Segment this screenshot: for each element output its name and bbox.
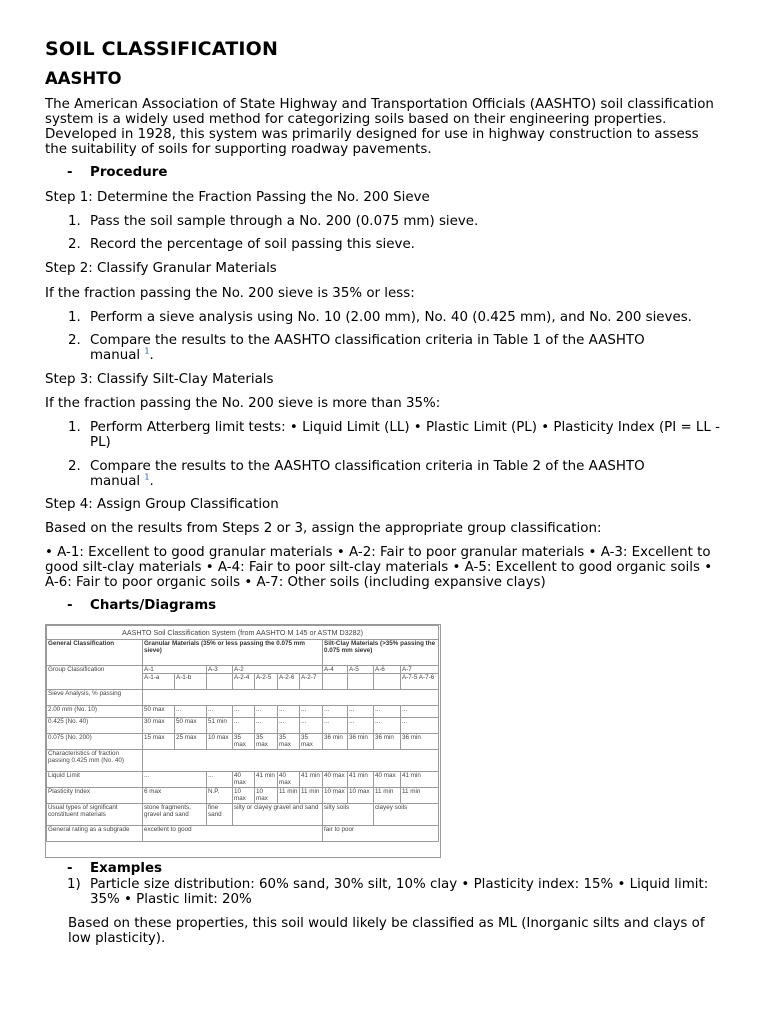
step-3-heading: Step 3: Classify Silt-Clay Materials [45,372,274,387]
table-cell: 0.075 (No. 200) [47,734,143,750]
table-cell: excellent to good [143,826,323,842]
table-cell: fine sand [207,804,233,826]
table-cell: Plasticity Index [47,788,143,804]
table-cell: silty or clayey gravel and sand [233,804,323,826]
procedure-heading: Procedure [90,165,168,180]
step-2-item-2-text: Compare the results to the AASHTO classification criteria in Table 1 of the AASHTO manual [90,333,645,363]
step-1-heading: Step 1: Determine the Fraction Passing the No. 200 Sieve [45,190,430,205]
table-cell [143,690,439,706]
table-cell: 6 max [143,788,207,804]
table-cell: 36 min [348,734,374,750]
table-cell: ... [323,706,348,718]
table-cell: 36 min [401,734,439,750]
table-cell: ... [374,718,401,734]
table-cell: 36 min [323,734,348,750]
table-cell: ... [348,718,374,734]
table-cell: 36 min [374,734,401,750]
table-cell: ... [175,706,207,718]
table-cell: 35 max [255,734,278,750]
list-number: 1) [67,877,81,892]
table-cell: Granular Materials (35% or less passing the 0.075 mm sieve) [143,640,323,666]
table-cell: ... [348,706,374,718]
list-number: 2. [68,333,81,348]
table-cell: 2.00 mm (No. 10) [47,706,143,718]
step-4-heading: Step 4: Assign Group Classification [45,497,279,512]
table-cell: A-3 [207,666,233,674]
table-cell: Group Classification [47,666,143,690]
table-cell: 51 min [207,718,233,734]
table-cell: A-1-a [143,674,175,690]
table-cell: clayey soils [374,804,439,826]
table-cell: 41 min [300,772,323,788]
table-cell: A-1 [143,666,207,674]
table-cell: 15 max [143,734,175,750]
list-number: 1. [68,310,81,325]
example-1: Particle size distribution: 60% sand, 30% silt, 10% clay • Plasticity index: 15% • Liquid limit: 35% • Plastic limit: 20% [90,877,709,907]
table-cell [374,674,401,690]
step-2-condition: If the fraction passing the No. 200 sieve is 35% or less: [45,286,415,301]
list-number: 1. [68,420,81,435]
table-row [47,706,439,718]
table-cell: N.P. [207,788,233,804]
table-cell: 10 max [207,734,233,750]
table-cell: ... [207,772,233,788]
footnote-ref-link[interactable]: 1 [144,346,150,356]
table-cell: 11 min [374,788,401,804]
table-cell: 41 min [255,772,278,788]
table-cell: ... [233,706,255,718]
table-cell: A-7 [401,666,439,674]
table-caption: AASHTO Soil Classification System (from AASHTO M 145 or ASTM D3282) [47,626,439,640]
table-cell: A-7-5 A-7-6 [401,674,439,690]
table-cell: General rating as a subgrade [47,826,143,842]
step-3-condition: If the fraction passing the No. 200 sieve is more than 35%: [45,396,441,411]
table-cell: 41 min [401,772,439,788]
table-cell: ... [401,706,439,718]
table-row [47,734,439,750]
table-cell: 25 max [175,734,207,750]
step-3-item-2: Compare the results to the AASHTO classification criteria in Table 2 of the AASHTO manual $^1$. [90,459,645,489]
table-cell: ... [323,718,348,734]
table-cell: 35 max [278,734,300,750]
table-cell: Silt-Clay Materials (>35% passing the 0.075 mm sieve) [323,640,439,666]
table-cell: ... [278,706,300,718]
table-cell: 10 max [255,788,278,804]
table-cell: 50 max [143,706,175,718]
list-number: 2. [68,459,81,474]
table-cell: 35 max [300,734,323,750]
table-row [47,788,439,804]
step-2-item-2: Compare the results to the AASHTO classification criteria in Table 1 of the AASHTO manual $^1$. [90,333,645,363]
table-cell: ... [233,718,255,734]
table-cell: ... [401,718,439,734]
step-2-heading: Step 2: Classify Granular Materials [45,261,277,276]
table-cell: ... [255,706,278,718]
table-cell: Usual types of significant constituent materials [47,804,143,826]
table-cell: ... [278,718,300,734]
table-cell: 40 max [233,772,255,788]
step-1-item-2: Record the percentage of soil passing this sieve. [90,237,415,252]
table-row [47,718,439,734]
table-cell: A-1-b [175,674,207,690]
table-row [47,772,439,788]
step-3-item-1: Perform Atterberg limit tests: • Liquid Limit (LL) • Plastic Limit (PL) • Plasticity Index (PI = LL - PL) [90,420,720,450]
aashto-classification-table [46,625,439,842]
table-cell [143,750,439,772]
table-cell [207,674,233,690]
table-cell: 40 max [278,772,300,788]
table-cell: A-2-7 [300,674,323,690]
table-cell: 35 max [233,734,255,750]
table-cell: 11 min [300,788,323,804]
table-cell: A-2 [233,666,323,674]
table-cell [323,674,348,690]
table-cell: stone fragments, gravel and sand [143,804,207,826]
step-4-intro: Based on the results from Steps 2 or 3, assign the appropriate group classification: [45,521,602,536]
table-cell: 10 max [233,788,255,804]
list-number: 2. [68,237,81,252]
table-cell: Sieve Analysis, % passing [47,690,143,706]
step-3-item-2-text: Compare the results to the AASHTO classification criteria in Table 2 of the AASHTO manual [90,459,645,489]
step-1-item-1: Pass the soil sample through a No. 200 (0.075 mm) sieve. [90,214,479,229]
table-cell: 50 max [175,718,207,734]
table-cell: fair to poor [323,826,439,842]
table-cell: A-4 [323,666,348,674]
table-cell: A-2-5 [255,674,278,690]
table-cell: silty soils [323,804,374,826]
group-classification-list: • A-1: Excellent to good granular materials • A-2: Fair to poor granular materials • A-3: Excellent to good silt-clay materials • A-4: Fair to poor silt-clay materials • A-5: Excellent to good organic soils • A-6: Fair to poor organic soils • A-7: Other soils (including expansive clays) [45,545,713,590]
footnote-ref-link[interactable]: 1 [144,472,150,482]
table-cell [348,674,374,690]
table-cell: ... [374,706,401,718]
table-cell: A-5 [348,666,374,674]
section-heading-aashto: AASHTO [45,69,122,88]
bullet-dash: - [67,861,73,876]
table-cell: ... [143,772,207,788]
table-cell: Liquid Limit [47,772,143,788]
table-cell: Characteristics of fraction passing 0.425 mm (No. 40) [47,750,143,772]
table-cell: 10 max [323,788,348,804]
document-title: SOIL CLASSIFICATION [45,38,279,60]
step-2-item-1: Perform a sieve analysis using No. 10 (2.00 mm), No. 40 (0.425 mm), and No. 200 sieves. [90,310,692,325]
table-cell: 40 max [374,772,401,788]
table-cell: 10 max [348,788,374,804]
table-cell: A-2-6 [278,674,300,690]
table-cell: ... [300,706,323,718]
table-cell: 11 min [401,788,439,804]
example-conclusion: Based on these properties, this soil would likely be classified as ML (Inorganic silts and clays of low plasticity). [68,916,705,946]
table-cell: 41 min [348,772,374,788]
table-cell: 0.425 (No. 40) [47,718,143,734]
table-cell: 40 max [323,772,348,788]
table-cell: A-2-4 [233,674,255,690]
list-number: 1. [68,214,81,229]
bullet-dash: - [67,165,73,180]
table-cell: ... [207,706,233,718]
table-cell: A-6 [374,666,401,674]
aashto-classification-table-image [45,624,441,858]
intro-paragraph: The American Association of State Highway and Transportation Officials (AASHTO) soil classification system is a widely used method for categorizing soils based on their engineering properties. Developed in 1928, this system was primarily designed for use in highway construction to assess the suitability of soils for supporting roadway pavements. [45,97,714,157]
charts-heading: Charts/Diagrams [90,598,217,613]
bullet-dash: - [67,598,73,613]
table-cell: ... [300,718,323,734]
table-cell: 30 max [143,718,175,734]
table-cell: ... [255,718,278,734]
table-cell: General Classification [47,640,143,666]
examples-heading: Examples [90,861,163,876]
table-cell: 11 min [278,788,300,804]
